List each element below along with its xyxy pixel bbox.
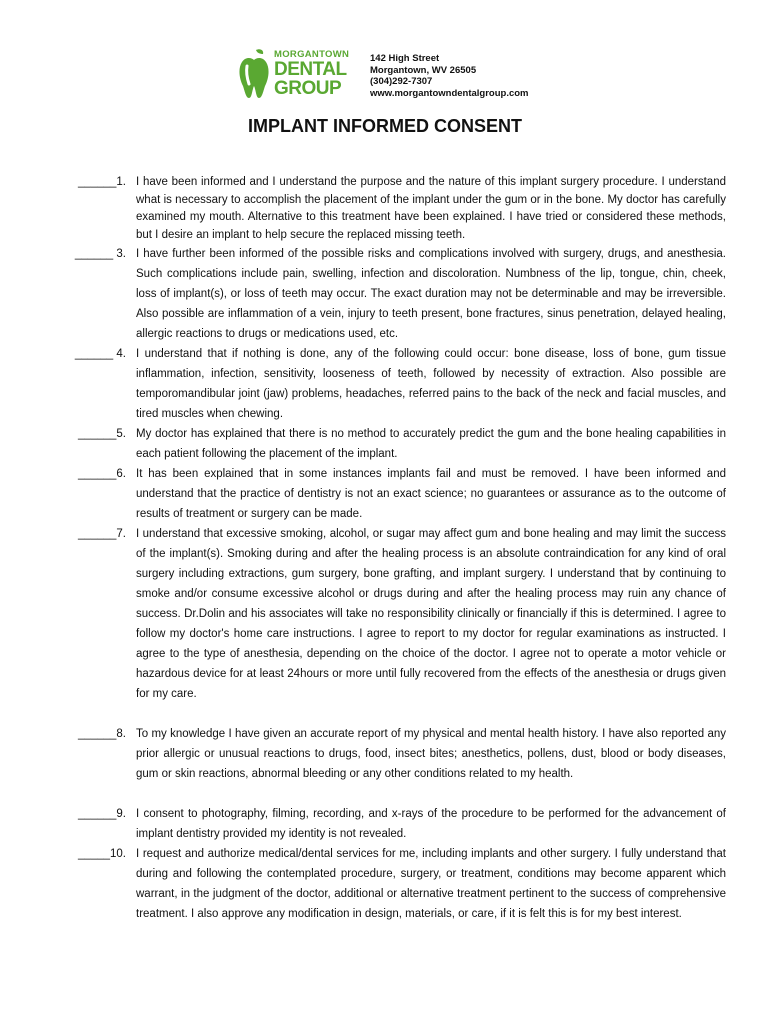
initials-blank[interactable]: _____10.	[78, 848, 126, 860]
consent-text: I request and authorize medical/dental services for me, including implants and other surgery. I fully understand that during and following the contemplated procedure, surgery, or treatment, conditions may become apparent which warrant, in the judgment of the doctor, additional or alternative treatment pertinent to the success of comprehensive treatment. I also approve any modification in design, materials, or care, if it is felt this is for my best interest.	[136, 848, 726, 920]
initials-blank[interactable]: ______ 3.	[74, 248, 126, 260]
consent-text: My doctor has explained that there is no method to accurately predict the gum and the bone healing capabilities in each patient following the placement of the implant.	[136, 428, 726, 460]
consent-text: I have been informed and I understand the purpose and the nature of this implant surgery procedure. I understand what is necessary to accomplish the placement of the implant under the gum or in the bone. My doctor has carefully examined my mouth. Alternative to this treatment have been explained. I have tried or considered these methods, but I desire an implant to help secure the replaced missing teeth.	[136, 176, 726, 241]
consent-text: I understand that if nothing is done, any of the following could occur: bone disease, loss of bone, gum tissue inflammation, infection, sensitivity, looseness of teeth, followed by necessity of extraction. Also possible are temporomandibular joint (jaw) problems, headaches, referred pains to the back of the neck and facial muscles, and tired muscles when chewing.	[136, 348, 726, 420]
consent-text: I consent to photography, filming, recording, and x-rays of the procedure to be performed for the advancement of implant dentistry provided my identity is not revealed.	[136, 808, 726, 840]
initials-blank[interactable]: ______5.	[78, 428, 126, 440]
initials-blank[interactable]: ______8.	[78, 728, 126, 740]
consent-text: I understand that excessive smoking, alcohol, or sugar may affect gum and bone healing and may limit the success of the implant(s). Smoking during and after the healing process is an absolute contraindication for any kind of oral surgery including extractions, gum surgery, bone grafting, and implant surgery. I understand that by continuing to smoke and/or consume excessive alcohol or drugs during and after the healing process may ruin any chance of success. Dr.Dolin and his associates will take no responsibility clinically or financially if this is determined. I agree to follow my doctor's home care instructions. I agree to report to my doctor for regular examinations as instructed. I agree to the type of anesthesia, depending on the choice of the doctor. I agree not to operate a motor vehicle or hazardous device for at least 24hours or more until fully recovered from the effects of the anesthesia or drugs given for my care.	[136, 528, 726, 700]
page-title: IMPLANT INFORMED CONSENT	[248, 116, 522, 136]
address-website: www.morgantowndentalgroup.com	[370, 87, 529, 99]
consent-text: I have further been informed of the possible risks and complications involved with surgery, drugs, and anesthesia. Such complications include pain, swelling, infection and discoloration. Numbness of the lip, tongue, chin, cheek, loss of implant(s), or loss of teeth may occur. The exact duration may not be determinable and may be irreversible. Also possible are inflammation of a vein, injury to teeth present, bone fractures, sinus penetration, delayed healing, allergic reactions to drugs or medications used, etc.	[136, 248, 726, 340]
address-block	[370, 53, 529, 99]
tooth-icon	[236, 48, 272, 100]
initials-blank[interactable]: ______9.	[78, 808, 126, 820]
logo	[236, 46, 356, 106]
address-phone: (304)292-7307	[370, 76, 433, 88]
initials-blank[interactable]: ______6.	[78, 468, 126, 480]
initials-blank[interactable]: ______7.	[78, 528, 126, 540]
logo-line-2: DENTAL	[274, 58, 347, 80]
logo-line-3: GROUP	[274, 77, 342, 99]
consent-text: It has been explained that in some instances implants fail and must be removed. I have been informed and understand that the practice of dentistry is not an exact science; no guarantees or assurance as to the outcome of results of treatment or surgery can be made.	[136, 468, 726, 520]
address-street: 142 High Street	[370, 53, 440, 64]
letterhead	[236, 46, 556, 106]
logo-line-1: MORGANTOWN	[274, 49, 350, 60]
address-city: Morgantown, WV 26505	[370, 64, 477, 76]
initials-blank[interactable]: ______ 4.	[74, 348, 126, 360]
initials-blank[interactable]: ______1.	[78, 176, 126, 188]
consent-text: To my knowledge I have given an accurate report of my physical and mental health history. I have also reported any prior allergic or unusual reactions to drugs, food, insect bites; anesthetics, pollens, dust, blood or body diseases, gum or skin reactions, abnormal bleeding or any other conditions related to my health.	[136, 728, 726, 780]
